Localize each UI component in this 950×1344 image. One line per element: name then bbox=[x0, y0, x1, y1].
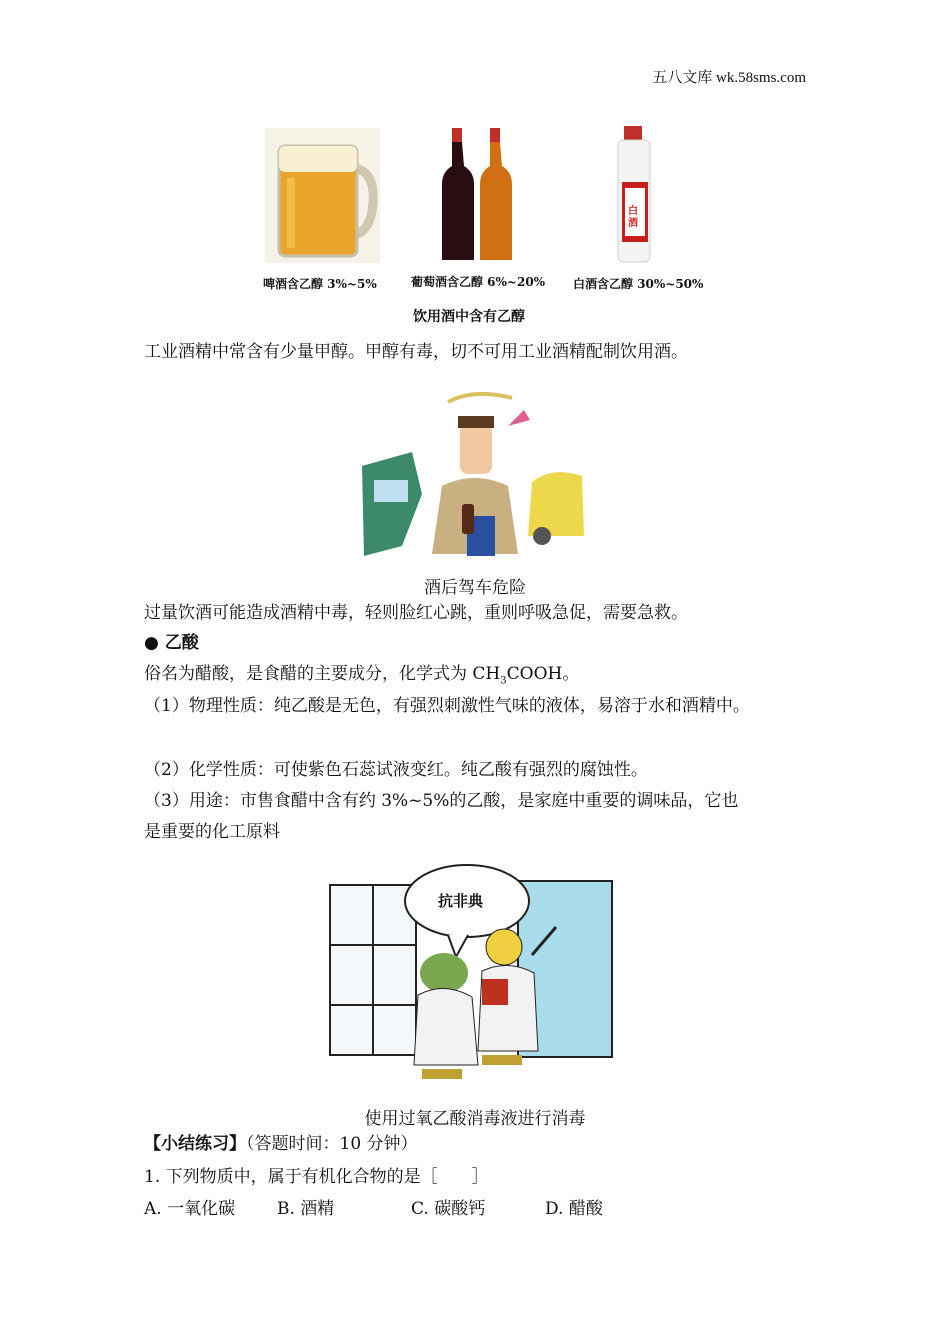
figure1-title: 饮用酒中含有乙醇 bbox=[413, 309, 525, 325]
formula-end: 。 bbox=[562, 664, 580, 684]
option-d: D. 醋酸 bbox=[545, 1199, 603, 1219]
baijiu-label: 白酒 bbox=[628, 206, 638, 229]
summary-title: 【小结练习】 bbox=[144, 1134, 246, 1154]
formula-prefix: 俗名为醋酸，是食醋的主要成分，化学式为 CH bbox=[144, 664, 501, 684]
wine-caption: 葡萄酒含乙醇 6%~20% bbox=[411, 275, 546, 289]
paragraph-methanol: 工业酒精中常含有少量甲醇。甲醇有毒，切不可用工业酒精配制饮用酒。 bbox=[144, 342, 688, 362]
formula-rest: COOH bbox=[506, 664, 563, 684]
question-stem: 1. 下列物质中，属于有机化合物的是［ ］ bbox=[144, 1167, 489, 1187]
summary-time: （答题时间：10 分钟） bbox=[246, 1134, 418, 1154]
paragraph-formula bbox=[144, 663, 579, 692]
item-uses-line2: 是重要的化工原料 bbox=[144, 822, 280, 842]
item-uses-line1: （3）用途：市售食醋中含有约 3%~5%的乙酸，是家庭中重要的调味品，它也 bbox=[144, 791, 739, 811]
beer-caption: 啤酒含乙醇 3%~5% bbox=[263, 277, 377, 291]
beer-mug-image bbox=[265, 128, 380, 263]
drunk-driving-caption: 酒后驾车危险 bbox=[424, 578, 526, 598]
section-title: 乙酸 bbox=[164, 633, 199, 653]
wine-bottles-image bbox=[440, 128, 520, 263]
alcohol-beverages-figure bbox=[255, 120, 715, 330]
section-heading-acetic-acid bbox=[144, 632, 199, 654]
disinfection-caption: 使用过氧乙酸消毒液进行消毒 bbox=[364, 1109, 586, 1129]
bullet-icon: ● bbox=[144, 633, 159, 653]
speech-bubble-text: 抗非典 bbox=[438, 892, 484, 910]
option-b: B. 酒精 bbox=[277, 1199, 335, 1219]
summary-heading bbox=[144, 1133, 418, 1155]
option-c: C. 碳酸钙 bbox=[411, 1199, 486, 1219]
baijiu-caption: 白酒含乙醇 30%~50% bbox=[573, 277, 704, 291]
drunk-driving-image bbox=[362, 386, 588, 558]
baijiu-bottle-image bbox=[610, 126, 670, 266]
option-a: A. 一氧化碳 bbox=[144, 1199, 236, 1219]
site-header: 五八文库 wk.58sms.com bbox=[652, 70, 806, 86]
item-physical-properties: （1）物理性质：纯乙酸是无色，有强烈刺激性气味的液体，易溶于水和酒精中。 bbox=[144, 696, 750, 716]
paragraph-alcohol-poisoning: 过量饮酒可能造成酒精中毒，轻则脸红心跳，重则呼吸急促，需要急救。 bbox=[144, 603, 688, 623]
item-chemical-properties: （2）化学性质：可使紫色石蕊试液变红。纯乙酸有强烈的腐蚀性。 bbox=[144, 760, 648, 780]
formula-subscript: 3 bbox=[500, 675, 507, 687]
